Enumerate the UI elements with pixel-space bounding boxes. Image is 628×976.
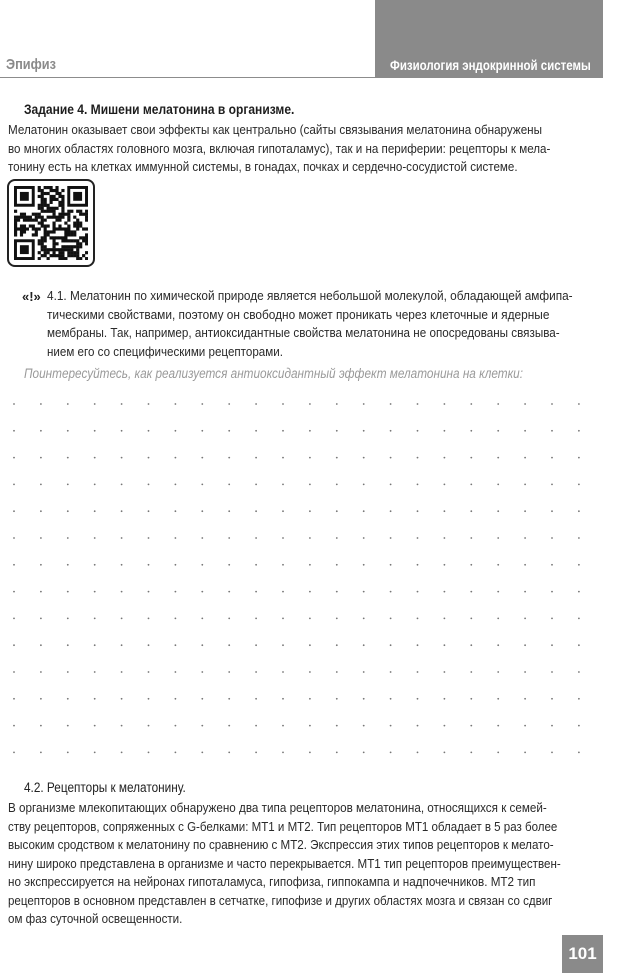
section-line: высоким сродством к мелатонину по сравнению с MT2. Экспрессия этих типов рецепторов к мелато- xyxy=(8,837,554,852)
page-number: 101 xyxy=(562,935,603,973)
running-header-box xyxy=(375,0,603,78)
section-line: но экспрессируется на нейронах гипоталамуса, гипофиза, гиппокампа и надпочечников. MT2 тип xyxy=(8,874,536,889)
section-line: ом фаз суточной освещенности. xyxy=(8,911,183,926)
note-line: 4.1. Мелатонин по химической природе является небольшой молекулой, обладающей амфипа- xyxy=(47,288,573,303)
note-paragraph xyxy=(47,287,587,361)
section-line: В организме млекопитающих обнаружено два типа рецепторов мелатонина, относящихся к семей- xyxy=(8,800,547,815)
intro-line: Мелатонин оказывает свои эффекты как центрально (сайты связывания мелатонина обнаружены xyxy=(8,122,543,137)
section-paragraph xyxy=(8,799,588,929)
running-header-right: Физиология эндокринной системы xyxy=(390,57,591,73)
qr-code-icon[interactable] xyxy=(7,179,95,267)
dotted-answer-area[interactable] xyxy=(0,390,628,765)
intro-line: тонину есть на клетках иммунной системы, в гонадах, почках и сердечно-сосудистой системе. xyxy=(8,159,518,174)
note-mark: «!» xyxy=(22,289,41,304)
section-line: рецепторов в основном представлен в сетчатке, гипофизе и других областях мозга и связан со сдвиг xyxy=(8,892,553,908)
intro-line: во многих областях головного мозга, включая гипоталамус), так и на периферии: рецепторы к мела- xyxy=(8,140,551,156)
section-title: 4.2. Рецепторы к мелатонину. xyxy=(24,780,186,795)
header-rule xyxy=(0,77,375,78)
exercise-prompt: Поинтересуйтесь, как реализуется антиоксидантный эффект мелатонина на клетки: xyxy=(24,366,523,381)
note-line: нием его со специфическими рецепторами. xyxy=(47,343,283,359)
intro-paragraph xyxy=(8,121,588,177)
note-line: тическими свойствами, поэтому он свободно может проникать через клеточные и ядерные xyxy=(47,306,550,322)
section-line: ству рецепторов, сопряженных с G-белками: MT1 и MT2. Тип рецепторов MT1 обладает в 5 раз более xyxy=(8,818,558,834)
section-line: нину широко представлена в организме и часто перекрывается. MT1 тип рецепторов преимуществен- xyxy=(8,855,561,871)
task-title: Задание 4. Мишени мелатонина в организме. xyxy=(24,101,295,117)
note-line: мембраны. Так, например, антиоксидантные свойства мелатонина не опосредованы связыва- xyxy=(47,325,560,340)
running-header-left: Эпифиз xyxy=(6,56,56,73)
qr-code-pattern xyxy=(14,186,88,260)
